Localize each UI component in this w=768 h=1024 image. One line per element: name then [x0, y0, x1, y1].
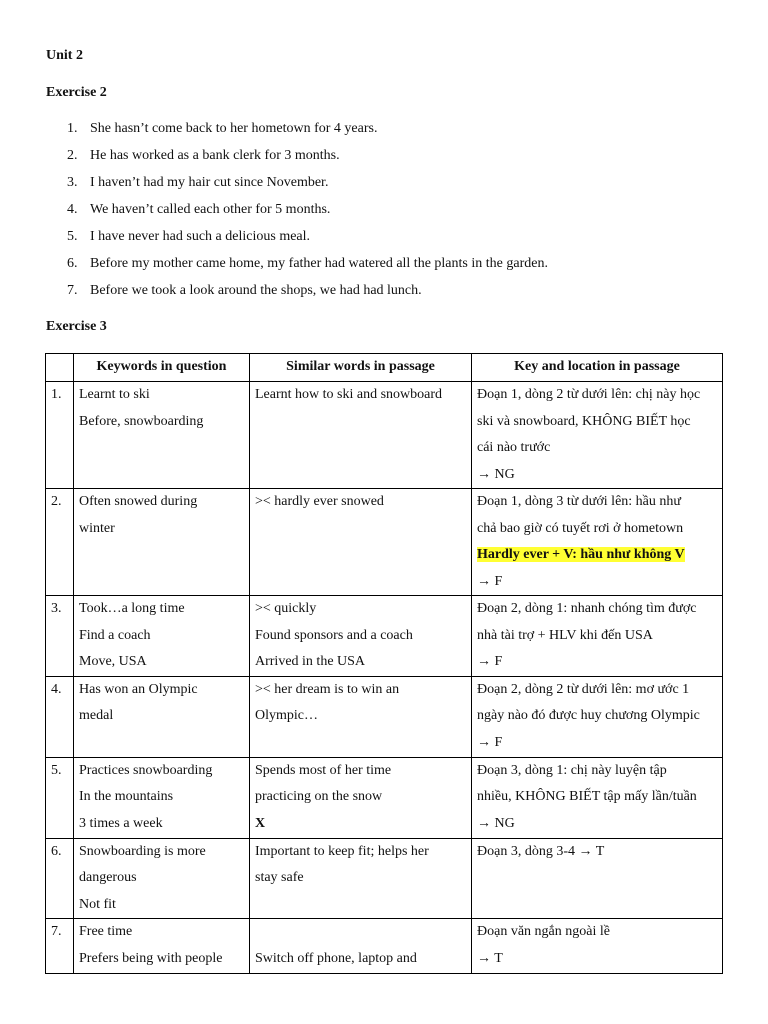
table-row	[46, 382, 723, 489]
key-highlight-line	[477, 542, 717, 569]
keywords-cell	[74, 757, 250, 838]
row-number: 4.	[46, 676, 74, 757]
list-item	[46, 255, 548, 282]
list-item	[46, 174, 548, 201]
similar-line: Learnt how to ski and snowboard	[255, 387, 443, 402]
similar-line: Important to keep fit; helps her	[255, 843, 429, 859]
highlighted-rule: Hardly ever + V: hầu như không V	[477, 547, 685, 562]
header-keywords: Keywords in question	[74, 354, 250, 382]
similar-words-cell	[250, 489, 472, 596]
key-line: cái nào trước	[477, 440, 551, 455]
keyword-line: Has won an Olympic	[79, 681, 198, 697]
list-item	[46, 201, 548, 228]
keywords-cell	[74, 382, 250, 489]
keyword-line: medal	[79, 708, 114, 723]
key-line: Đoạn 3, dòng 3-4 → T	[477, 843, 605, 859]
key-line: → NG	[477, 466, 515, 482]
keyword-line: Took…a long time	[79, 601, 185, 616]
answer-key-table	[45, 353, 723, 974]
key-line: Đoạn văn ngắn ngoài lề	[477, 924, 610, 939]
similar-line: >< hardly ever snowed	[255, 494, 384, 509]
key-line: → T	[477, 950, 503, 966]
table-row	[46, 919, 723, 974]
keywords-cell	[74, 919, 250, 974]
similar-line: practicing on the snow	[255, 789, 383, 804]
table-row	[46, 596, 723, 677]
key-location-cell	[472, 382, 723, 489]
header-number	[46, 354, 74, 382]
similar-words-cell	[250, 596, 472, 677]
similar-words-cell	[250, 757, 472, 838]
keyword-line: Snowboarding is more	[79, 843, 206, 859]
item-text: She hasn’t come back to her hometown for 4 years.	[90, 121, 378, 136]
keyword-line: dangerous	[79, 870, 137, 885]
key-location-cell	[472, 919, 723, 974]
keyword-line: Before, snowboarding	[79, 413, 204, 429]
key-line: nhiều, KHÔNG BIẾT tập mấy lần/tuần	[477, 789, 697, 804]
row-number: 6.	[46, 838, 74, 919]
key-line: → F	[477, 654, 503, 669]
similar-line: Spends most of her time	[255, 762, 392, 778]
key-line: → NG	[477, 815, 515, 831]
key-location-cell	[472, 489, 723, 596]
keywords-cell	[74, 676, 250, 757]
key-line: ski và snowboard, KHÔNG BIẾT học	[477, 413, 691, 429]
similar-mark: X	[255, 815, 266, 831]
similar-line: Switch off phone, laptop and	[255, 950, 417, 966]
item-number: 5.	[67, 229, 78, 244]
list-item	[46, 228, 548, 255]
row-number: 5.	[46, 757, 74, 838]
similar-line: Arrived in the USA	[255, 654, 366, 669]
key-line: Đoạn 2, dòng 1: nhanh chóng tìm được	[477, 601, 697, 616]
exercise-3-title: Exercise 3	[46, 319, 107, 334]
keyword-line: In the mountains	[79, 789, 174, 804]
item-number: 7.	[67, 283, 78, 298]
table-header-row	[46, 354, 723, 382]
item-text: He has worked as a bank clerk for 3 months.	[90, 148, 340, 163]
keyword-line: 3 times a week	[79, 815, 163, 831]
keyword-line: winter	[79, 520, 115, 536]
key-line: → F	[477, 573, 503, 589]
keywords-cell	[74, 489, 250, 596]
item-text: I haven’t had my hair cut since November.	[90, 175, 329, 190]
key-location-cell	[472, 676, 723, 757]
exercise-2-title: Exercise 2	[46, 85, 107, 100]
key-line: Đoạn 1, dòng 3 từ dưới lên: hầu như	[477, 494, 681, 509]
similar-line: >< her dream is to win an	[255, 681, 400, 697]
list-item	[46, 282, 548, 309]
keyword-line: Find a coach	[79, 627, 151, 643]
header-key-location: Key and location in passage	[472, 354, 723, 382]
table-row	[46, 676, 723, 757]
item-number: 6.	[67, 256, 78, 271]
item-text: Before we took a look around the shops, we had had lunch.	[90, 283, 422, 298]
similar-line	[255, 919, 466, 946]
similar-line: >< quickly	[255, 601, 317, 616]
key-line: Đoạn 3, dòng 1: chị này luyện tập	[477, 762, 667, 778]
similar-words-cell	[250, 838, 472, 919]
keyword-line: Learnt to ski	[79, 387, 150, 402]
table-row	[46, 489, 723, 596]
list-item	[46, 147, 548, 174]
item-text: We haven’t called each other for 5 months.	[90, 202, 331, 217]
row-number: 7.	[46, 919, 74, 974]
item-number: 4.	[67, 202, 78, 217]
item-number: 2.	[67, 148, 78, 163]
table-row	[46, 838, 723, 919]
similar-words-cell	[250, 382, 472, 489]
keywords-cell	[74, 596, 250, 677]
row-number: 2.	[46, 489, 74, 596]
similar-line: stay safe	[255, 870, 304, 885]
similar-words-cell	[250, 919, 472, 974]
key-line: Đoạn 2, dòng 2 từ dưới lên: mơ ước 1	[477, 681, 690, 697]
keywords-cell	[74, 838, 250, 919]
row-number: 3.	[46, 596, 74, 677]
key-line: Đoạn 1, dòng 2 từ dưới lên: chị này học	[477, 387, 701, 402]
similar-line: Olympic…	[255, 708, 318, 723]
key-line: chả bao giờ có tuyết rơi ở hometown	[477, 520, 684, 536]
keyword-line: Move, USA	[79, 654, 147, 669]
header-similar-words: Similar words in passage	[250, 354, 472, 382]
similar-line: Found sponsors and a coach	[255, 627, 413, 643]
keyword-line: Not fit	[79, 896, 116, 912]
key-location-cell	[472, 838, 723, 919]
key-line: → F	[477, 734, 503, 750]
list-item	[46, 120, 548, 147]
keyword-line: Practices snowboarding	[79, 762, 213, 778]
keyword-line: Prefers being with people	[79, 950, 223, 966]
key-location-cell	[472, 757, 723, 838]
exercise-2-list	[46, 120, 548, 309]
item-number: 1.	[67, 121, 78, 136]
row-number: 1.	[46, 382, 74, 489]
key-location-cell	[472, 596, 723, 677]
table-row	[46, 757, 723, 838]
item-number: 3.	[67, 175, 78, 190]
keyword-line: Often snowed during	[79, 494, 198, 509]
key-line: ngày nào đó được huy chương Olympic	[477, 708, 700, 723]
unit-title: Unit 2	[46, 48, 83, 63]
item-text: Before my mother came home, my father had watered all the plants in the garden.	[90, 256, 548, 271]
keyword-line: Free time	[79, 924, 133, 939]
similar-words-cell	[250, 676, 472, 757]
key-line: nhà tài trợ + HLV khi đến USA	[477, 627, 653, 643]
item-text: I have never had such a delicious meal.	[90, 229, 311, 244]
